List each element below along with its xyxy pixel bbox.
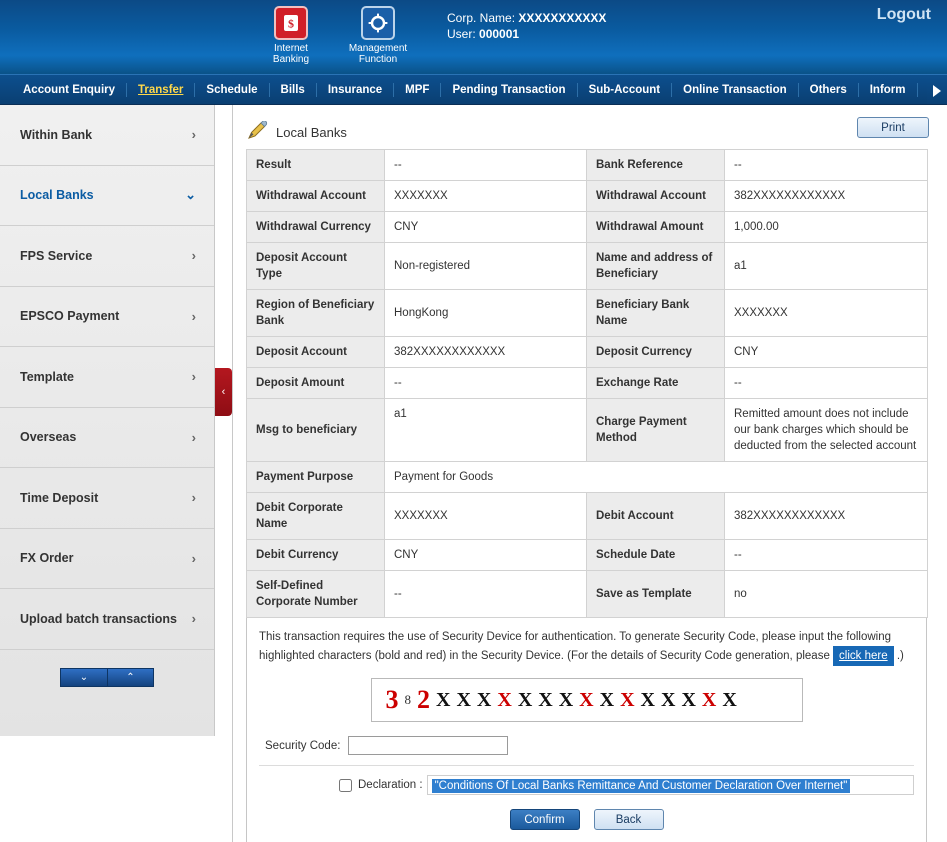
cell-value: -- bbox=[385, 571, 587, 618]
declaration-link-box bbox=[427, 775, 914, 795]
cell-label: Withdrawal Account bbox=[587, 181, 725, 212]
security-instructions-text: This transaction requires the use of Security Device for authentication. To generate Security Code, please input the following highlighted characters (bold and red) in the Security Device. (For the details of Security Code generation, please bbox=[259, 631, 892, 662]
chevron-right-icon: › bbox=[191, 308, 196, 324]
sidebar-item-template[interactable] bbox=[0, 347, 214, 408]
security-instructions bbox=[259, 628, 914, 666]
cell-label: Deposit Currency bbox=[587, 337, 725, 368]
declaration-checkbox[interactable] bbox=[339, 779, 352, 792]
sidebar-item-label: Within Bank bbox=[20, 127, 93, 142]
cell-value: a1 bbox=[725, 243, 928, 290]
nav-item-schedule[interactable]: Schedule bbox=[195, 83, 269, 97]
svg-text:$: $ bbox=[288, 16, 294, 31]
pencil-icon bbox=[246, 121, 268, 144]
nav-item-transfer[interactable]: Transfer bbox=[127, 83, 195, 97]
table-row bbox=[247, 290, 928, 337]
cell-label: Debit Currency bbox=[247, 540, 385, 571]
sidebar-item-label: Upload batch transactions bbox=[20, 611, 177, 626]
sidebar-item-label: Time Deposit bbox=[20, 490, 99, 505]
table-row bbox=[247, 540, 928, 571]
table-row bbox=[247, 493, 928, 540]
sidebar-scroll-down-button[interactable]: ⌄ bbox=[60, 668, 107, 687]
sidebar-item-label: Overseas bbox=[20, 430, 77, 445]
code-char: X bbox=[558, 688, 580, 711]
main-content bbox=[232, 105, 947, 842]
security-code-input[interactable] bbox=[348, 736, 508, 755]
nav-item-insurance[interactable]: Insurance bbox=[317, 83, 394, 97]
app-header bbox=[0, 0, 947, 74]
code-char: X bbox=[456, 688, 477, 711]
code-char: X bbox=[476, 688, 498, 711]
back-button[interactable]: Back bbox=[594, 809, 664, 830]
sidebar-item-upload-batch-transactions[interactable] bbox=[0, 589, 214, 650]
table-row bbox=[247, 243, 928, 290]
cell-label: Charge Payment Method bbox=[587, 399, 725, 462]
cell-label: Deposit Amount bbox=[247, 368, 385, 399]
cell-value: Payment for Goods bbox=[385, 462, 928, 493]
sidebar-item-fx-order[interactable] bbox=[0, 529, 214, 590]
code-char: 2 bbox=[417, 685, 436, 714]
cell-value: CNY bbox=[385, 212, 587, 243]
corp-info bbox=[447, 10, 606, 42]
sidebar-item-label: FX Order bbox=[20, 551, 74, 566]
cell-label: Exchange Rate bbox=[587, 368, 725, 399]
nav-item-mpf[interactable]: MPF bbox=[394, 83, 441, 97]
code-char: X bbox=[579, 688, 600, 711]
code-char: X bbox=[436, 688, 457, 711]
cell-label: Self-Defined Corporate Number bbox=[247, 571, 385, 618]
page-header bbox=[246, 115, 933, 149]
cell-value: Non-registered bbox=[385, 243, 587, 290]
chevron-right-icon: › bbox=[191, 550, 196, 566]
cell-value: -- bbox=[385, 150, 587, 181]
nav-item-pending-transaction[interactable]: Pending Transaction bbox=[441, 83, 577, 97]
declaration-row bbox=[259, 765, 914, 795]
cell-label: Withdrawal Account bbox=[247, 181, 385, 212]
corp-name-value: XXXXXXXXXXX bbox=[518, 11, 607, 25]
sidebar-item-time-deposit[interactable] bbox=[0, 468, 214, 529]
sidebar-item-epsco-payment[interactable] bbox=[0, 287, 214, 348]
main-navigation bbox=[0, 74, 947, 105]
code-char: X bbox=[620, 688, 641, 711]
declaration-label: Declaration : bbox=[358, 779, 423, 791]
chevron-right-icon: › bbox=[191, 248, 196, 264]
sidebar-item-local-banks[interactable] bbox=[0, 166, 214, 227]
cell-label: Beneficiary Bank Name bbox=[587, 290, 725, 337]
chevron-right-icon: › bbox=[191, 611, 196, 627]
table-row bbox=[247, 368, 928, 399]
cell-label: Deposit Account bbox=[247, 337, 385, 368]
code-char: X bbox=[497, 688, 518, 711]
internet-banking-menu[interactable] bbox=[248, 6, 334, 65]
internet-banking-icon bbox=[274, 6, 308, 40]
cell-value: -- bbox=[385, 368, 587, 399]
cell-value: a1 bbox=[385, 399, 587, 462]
table-row bbox=[247, 571, 928, 618]
table-row bbox=[247, 150, 928, 181]
nav-item-online-transaction[interactable]: Online Transaction bbox=[672, 83, 799, 97]
chevron-right-icon: › bbox=[191, 490, 196, 506]
sidebar bbox=[0, 105, 215, 736]
code-char: 3 bbox=[385, 685, 405, 714]
cell-label: Save as Template bbox=[587, 571, 725, 618]
table-row bbox=[247, 212, 928, 243]
chevron-right-icon: › bbox=[191, 369, 196, 385]
code-char: X bbox=[722, 688, 743, 711]
user-label: User: bbox=[447, 27, 476, 41]
cell-value: no bbox=[725, 571, 928, 618]
nav-item-sub-account[interactable]: Sub-Account bbox=[578, 83, 673, 97]
cell-value: -- bbox=[725, 368, 928, 399]
cell-label: Debit Corporate Name bbox=[247, 493, 385, 540]
cell-label: Deposit Account Type bbox=[247, 243, 385, 290]
print-button[interactable]: Print bbox=[857, 117, 929, 138]
cell-label: Msg to beneficiary bbox=[247, 399, 385, 462]
cell-value: XXXXXXX bbox=[725, 290, 928, 337]
sidebar-item-fps-service[interactable] bbox=[0, 226, 214, 287]
sidebar-item-within-bank[interactable] bbox=[0, 105, 214, 166]
internet-banking-label: Internet Banking bbox=[272, 43, 310, 65]
code-char: 8 bbox=[404, 692, 417, 707]
nav-item-bills[interactable]: Bills bbox=[270, 83, 317, 97]
cell-value: XXXXXXX bbox=[385, 181, 587, 212]
cell-value: 382XXXXXXXXXXXX bbox=[725, 181, 928, 212]
security-instructions-suffix: .) bbox=[896, 650, 904, 662]
sidebar-scroll-up-button[interactable]: ⌃ bbox=[107, 668, 154, 687]
chevron-right-icon: › bbox=[191, 429, 196, 445]
cell-label: Withdrawal Amount bbox=[587, 212, 725, 243]
nav-scroll-right-icon[interactable] bbox=[927, 75, 947, 105]
management-function-menu[interactable] bbox=[335, 6, 421, 65]
code-char: X bbox=[681, 688, 702, 711]
security-code-label: Security Code: bbox=[265, 739, 341, 752]
transaction-details-table bbox=[246, 149, 928, 618]
cell-value: XXXXXXX bbox=[385, 493, 587, 540]
cell-label: Bank Reference bbox=[587, 150, 725, 181]
chevron-down-icon: ⌄ bbox=[185, 187, 196, 203]
declaration-link[interactable]: "Conditions Of Local Banks Remittance And Customer Declaration Over Internet" bbox=[432, 779, 851, 793]
sidebar-item-label: EPSCO Payment bbox=[20, 309, 120, 324]
security-code-row bbox=[259, 736, 914, 755]
table-row bbox=[247, 399, 928, 462]
page-title: Local Banks bbox=[276, 124, 347, 140]
corp-name-label: Corp. Name: bbox=[447, 11, 516, 25]
management-function-label: Management Function bbox=[348, 43, 408, 65]
page-body bbox=[0, 105, 947, 842]
cell-value: CNY bbox=[385, 540, 587, 571]
cell-label: Schedule Date bbox=[587, 540, 725, 571]
cell-label: Result bbox=[247, 150, 385, 181]
nav-item-account-enquiry[interactable]: Account Enquiry bbox=[12, 83, 127, 97]
nav-item-others[interactable]: Others bbox=[799, 83, 859, 97]
sidebar-scroll-buttons bbox=[0, 668, 214, 687]
table-row-payment-purpose bbox=[247, 462, 928, 493]
gear-icon bbox=[361, 6, 395, 40]
cell-value: -- bbox=[725, 540, 928, 571]
cell-value: CNY bbox=[725, 337, 928, 368]
code-char: X bbox=[538, 688, 559, 711]
cell-label: Withdrawal Currency bbox=[247, 212, 385, 243]
code-char: X bbox=[701, 688, 723, 711]
cell-label: Payment Purpose bbox=[247, 462, 385, 493]
cell-label: Name and address of Beneficiary bbox=[587, 243, 725, 290]
security-device-panel bbox=[246, 618, 927, 842]
sidebar-item-label: Template bbox=[20, 369, 74, 384]
code-char: X bbox=[517, 688, 539, 711]
code-char: X bbox=[599, 688, 621, 711]
action-buttons bbox=[259, 809, 914, 830]
cell-label: Region of Beneficiary Bank bbox=[247, 290, 385, 337]
sidebar-item-label: Local Banks bbox=[20, 188, 94, 203]
sidebar-collapse-handle[interactable]: ‹ bbox=[215, 368, 232, 416]
table-row bbox=[247, 181, 928, 212]
sidebar-item-label: FPS Service bbox=[20, 248, 93, 263]
table-row bbox=[247, 337, 928, 368]
chevron-right-icon: › bbox=[191, 127, 196, 143]
code-char: X bbox=[660, 688, 682, 711]
cell-value: HongKong bbox=[385, 290, 587, 337]
code-char: X bbox=[640, 688, 661, 711]
cell-value: 382XXXXXXXXXXXX bbox=[385, 337, 587, 368]
nav-item-information[interactable]: Inform bbox=[859, 83, 918, 97]
sidebar-item-overseas[interactable] bbox=[0, 408, 214, 469]
security-challenge-code bbox=[371, 678, 803, 722]
cell-value: 382XXXXXXXXXXXX bbox=[725, 493, 928, 540]
confirm-button[interactable]: Confirm bbox=[510, 809, 580, 830]
cell-value: -- bbox=[725, 150, 928, 181]
user-value: 000001 bbox=[479, 27, 520, 41]
click-here-link[interactable]: click here bbox=[833, 646, 894, 666]
cell-value: 1,000.00 bbox=[725, 212, 928, 243]
logout-link[interactable]: Logout bbox=[876, 6, 931, 23]
cell-label: Debit Account bbox=[587, 493, 725, 540]
cell-value: Remitted amount does not include our bank charges which should be deducted from the selected account bbox=[725, 399, 928, 462]
